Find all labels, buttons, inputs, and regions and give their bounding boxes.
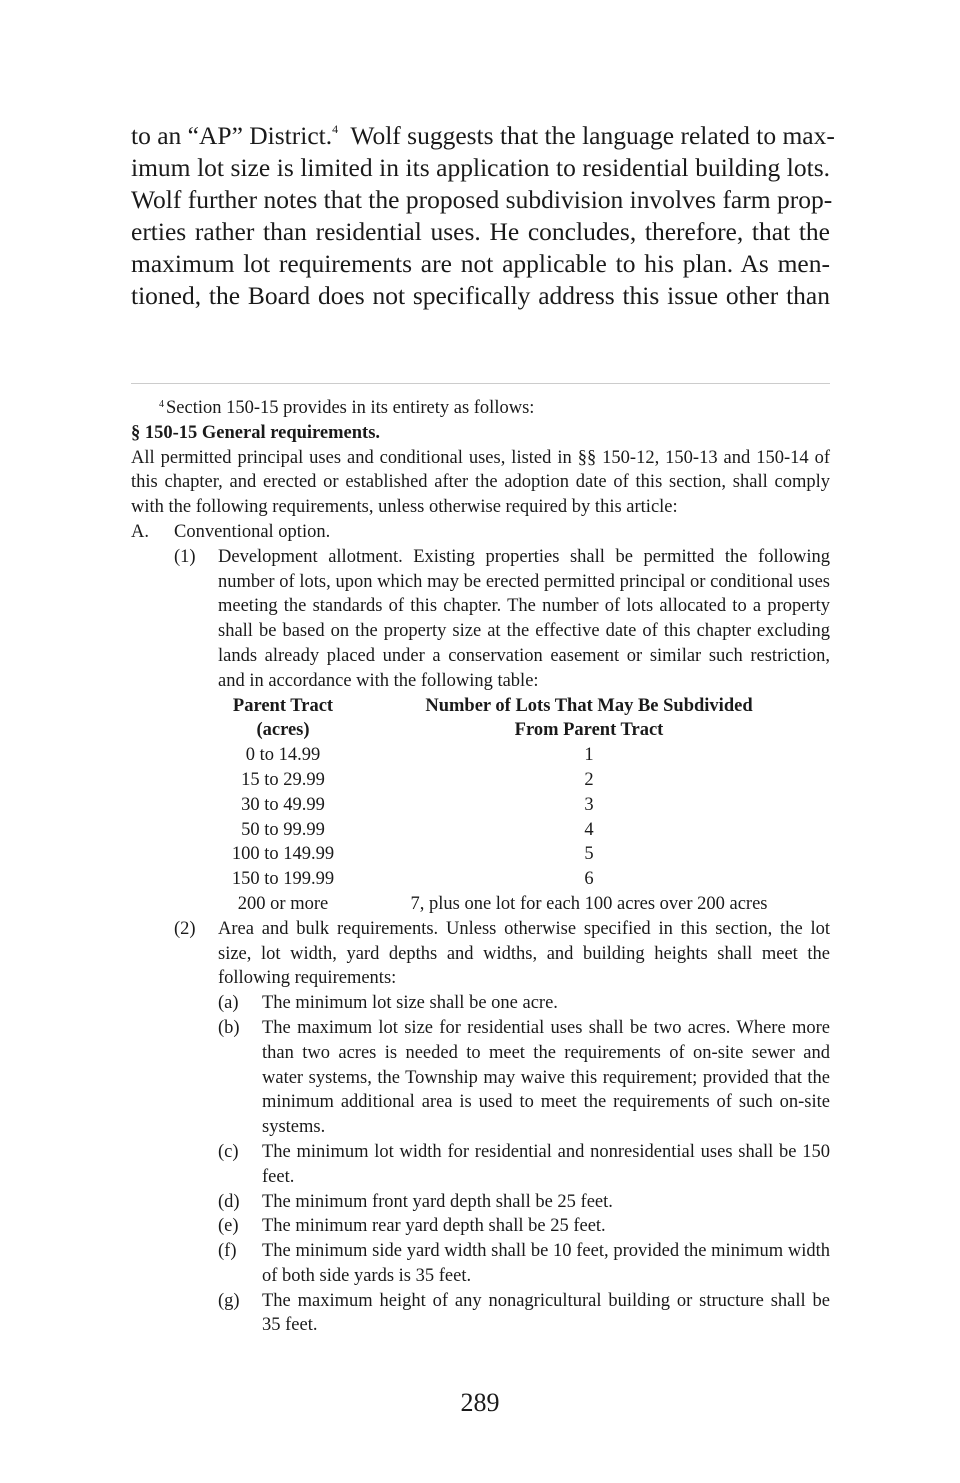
subitem-c bbox=[218, 1140, 830, 1190]
item-1-text: Development allotment. Existing properties shall be permitted the following number of lots, upon which may be erected permitted principal or conditional uses meeting the standards of this chapter. The number of lots allocated to a property shall be based on the property size at the effective date of this chapter excluding lands already placed under a conservation easement or similar such restriction, and in accordance with the following table: bbox=[218, 546, 830, 691]
table-cell: 200 or more bbox=[237, 893, 329, 914]
table-cell: 50 to 99.99 bbox=[241, 819, 325, 840]
subitem-label: (d) bbox=[218, 1191, 240, 1212]
table-cell: 150 to 199.99 bbox=[231, 869, 335, 890]
table-row bbox=[218, 818, 830, 843]
subitem-d bbox=[218, 1190, 830, 1215]
table-cell: 4 bbox=[584, 819, 594, 840]
header-line: Parent Tract bbox=[232, 695, 334, 716]
body-line-1 bbox=[131, 120, 835, 152]
table-header-row bbox=[218, 694, 830, 744]
column-header-number-of-lots bbox=[348, 694, 830, 744]
header-line: Number of Lots That May Be Subdivided bbox=[425, 695, 753, 716]
subitem-label: (b) bbox=[218, 1017, 240, 1038]
body-paragraph bbox=[131, 120, 835, 312]
table-cell: 0 to 14.99 bbox=[245, 745, 321, 766]
subitem-b bbox=[218, 1016, 830, 1140]
table-row bbox=[218, 867, 830, 892]
subitem-label: (g) bbox=[218, 1290, 240, 1311]
subitem-label: (e) bbox=[218, 1216, 239, 1237]
table-cell: 7, plus one lot for each 100 acres over 200 acres bbox=[410, 893, 768, 914]
table-row bbox=[218, 793, 830, 818]
table-cell: 2 bbox=[584, 769, 594, 790]
section-heading: § 150-15 General requirements. bbox=[131, 422, 381, 443]
body-line-4: erties rather than residential uses. He concludes, therefore, that the bbox=[131, 217, 830, 246]
subitem-a bbox=[218, 991, 830, 1016]
subitem-text: The minimum rear yard depth shall be 25 feet. bbox=[262, 1216, 606, 1237]
footnote-divider bbox=[131, 383, 830, 384]
header-line: (acres) bbox=[256, 720, 310, 741]
lot-allotment-table bbox=[218, 694, 830, 917]
table-row bbox=[218, 768, 830, 793]
subitem-text: The minimum lot size shall be one acre. bbox=[262, 993, 558, 1014]
subitem-text: The maximum lot size for residential uses shall be two acres. Where more than two acres is needed to meet the requirements of on-site sewer and water systems, the Township may waive this requirement; provided that the minimum additional area is used to meet the requirements of such on-site systems. bbox=[262, 1017, 830, 1138]
footnote-intro-text: Section 150-15 provides in its entirety as follows: bbox=[166, 398, 535, 418]
table-cell: 100 to 149.99 bbox=[231, 844, 335, 865]
table-cell: 5 bbox=[584, 844, 594, 865]
footnote bbox=[131, 396, 830, 1338]
table-row bbox=[218, 743, 830, 768]
body-line-3: Wolf further notes that the proposed subdivision involves farm prop- bbox=[131, 185, 833, 214]
table-cell: 1 bbox=[584, 745, 594, 766]
column-header-parent-tract bbox=[218, 694, 348, 744]
subitem-text: The minimum front yard depth shall be 25 feet. bbox=[262, 1191, 613, 1212]
section-a bbox=[131, 520, 830, 545]
subitem-e bbox=[218, 1214, 830, 1239]
item-1 bbox=[174, 545, 830, 694]
table-row bbox=[218, 842, 830, 867]
table-cell: 30 to 49.99 bbox=[241, 794, 325, 815]
body-line-6: tioned, the Board does not specifically address this issue other than bbox=[131, 281, 830, 310]
item-2 bbox=[174, 917, 830, 991]
body-line-1-start: to an “AP” District. bbox=[131, 121, 333, 150]
item-1-label: (1) bbox=[174, 546, 196, 567]
body-line-1-end: Wolf suggests that the language related to max- bbox=[338, 121, 835, 150]
table-cell: 15 to 29.99 bbox=[241, 769, 325, 790]
body-line-5: maximum lot requirements are not applicable to his plan. As men- bbox=[131, 249, 830, 278]
subitem-g bbox=[218, 1289, 830, 1339]
table-row bbox=[218, 892, 830, 917]
page-number: 289 bbox=[460, 1388, 500, 1417]
body-line-2: imum lot size is limited in its application to residential building lots. bbox=[131, 153, 830, 182]
subitem-text: The minimum side yard width shall be 10 feet, provided the minimum width of both side yards is 35 feet. bbox=[262, 1241, 830, 1286]
table-cell: 3 bbox=[584, 794, 594, 815]
subitem-label: (c) bbox=[218, 1141, 239, 1162]
section-a-label: A. bbox=[131, 521, 149, 542]
subitem-f bbox=[218, 1239, 830, 1289]
footnote-reference[interactable]: 4 bbox=[332, 122, 339, 136]
subitem-text: The minimum lot width for residential and nonresidential uses shall be 150 feet. bbox=[262, 1141, 830, 1187]
footnote-intro bbox=[131, 396, 830, 421]
table-cell: 6 bbox=[584, 869, 594, 890]
footnote-number: 4 bbox=[159, 399, 164, 410]
header-line: From Parent Tract bbox=[514, 720, 664, 741]
subitem-label: (f) bbox=[218, 1241, 237, 1262]
item-2-text: Area and bulk requirements. Unless otherwise specified in this section, the lot size, lot width, yard depths and widths, and building heights shall meet the following requirements: bbox=[218, 918, 830, 989]
subitem-label: (a) bbox=[218, 993, 239, 1014]
section-a-text: Conventional option. bbox=[174, 521, 331, 542]
subitem-text: The maximum height of any nonagricultural building or structure shall be 35 feet. bbox=[262, 1290, 830, 1336]
section-preamble: All permitted principal uses and conditional uses, listed in §§ 150-12, 150-13 and 150-14 of this chapter, and erected or established after the adoption date of this section, shall comply with the following requirements, unless otherwise required by this article: bbox=[131, 447, 830, 518]
item-2-label: (2) bbox=[174, 918, 196, 939]
